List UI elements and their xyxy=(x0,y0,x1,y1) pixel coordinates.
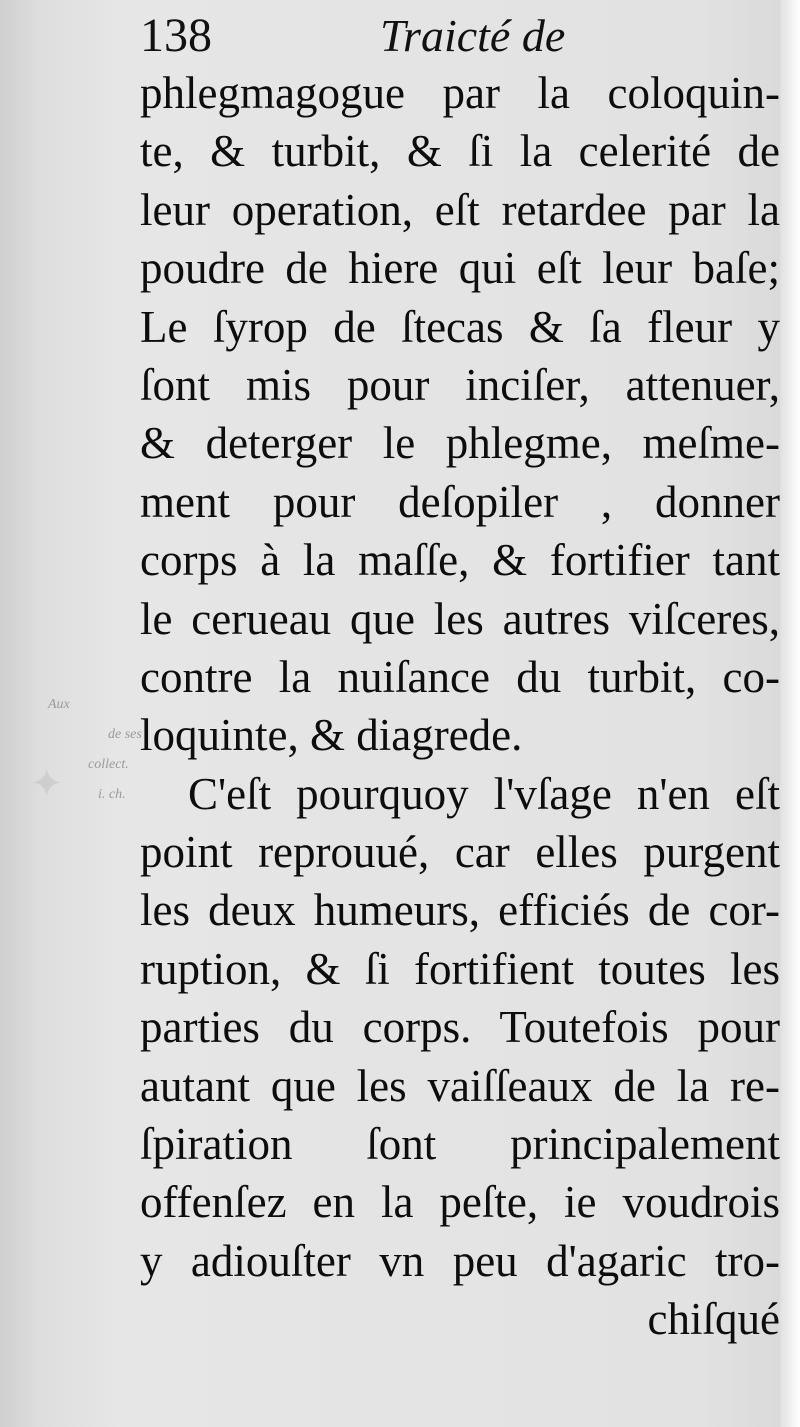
text-line: ment pour deſopiler , donner xyxy=(140,476,780,527)
text-line: ſpiration ſont principalement xyxy=(140,1119,780,1170)
text-line: parties du corps. Toutefois pour xyxy=(140,1002,780,1053)
text-line: ruption, & ſi fortifient toutes les xyxy=(140,943,780,994)
text-line: poudre de hiere qui eſt leur baſe; xyxy=(140,243,780,294)
running-head: Traicté de xyxy=(380,10,566,61)
text-line: contre la nuiſance du turbit, co- xyxy=(140,651,780,702)
text-line: te, & turbit, & ſi la celerité de xyxy=(140,126,780,177)
text-line: le cerueau que les autres viſceres, xyxy=(140,593,780,644)
text-line: Le ſyrop de ſtecas & ſa fleur y xyxy=(140,301,780,352)
margin-note-line: i. ch. xyxy=(98,787,126,802)
page-edge xyxy=(780,0,800,1427)
margin-note-line: de ses xyxy=(108,727,142,742)
catchword: chiſqué xyxy=(647,1294,780,1345)
page-number: 138 xyxy=(140,9,212,62)
text-line: les deux humeurs, efficiés de cor- xyxy=(140,885,780,936)
text-line: phlegmagogue par la coloquin- xyxy=(140,68,780,118)
text-line: y adiouſter vn peu d'agaric tro- xyxy=(140,1235,780,1286)
margin-note-line: Aux xyxy=(48,697,70,712)
text-line: ſont mis pour inciſer, attenuer, xyxy=(140,359,780,410)
text-line: leur operation, eſt retardee par la xyxy=(140,184,780,235)
margin-note-line: collect. xyxy=(88,757,129,772)
text-line: & deterger le phlegme, meſme- xyxy=(140,418,780,469)
text-line: loquinte, & diagrede. xyxy=(140,710,523,761)
page-header xyxy=(140,8,780,64)
text-line: C'eſt pourquoy l'vſage n'en eſt xyxy=(188,768,780,819)
text-line: autant que les vaiſſeaux de la re- xyxy=(140,1060,780,1111)
text-line: offenſez en la peſte, ie voudrois xyxy=(140,1177,780,1228)
bleed-through-text: ✦ xyxy=(30,761,64,806)
text-line: point reprouué, car elles purgent xyxy=(140,827,780,878)
text-line: corps à la maſſe, & fortifier tant xyxy=(140,535,780,586)
body-text xyxy=(140,64,780,1349)
